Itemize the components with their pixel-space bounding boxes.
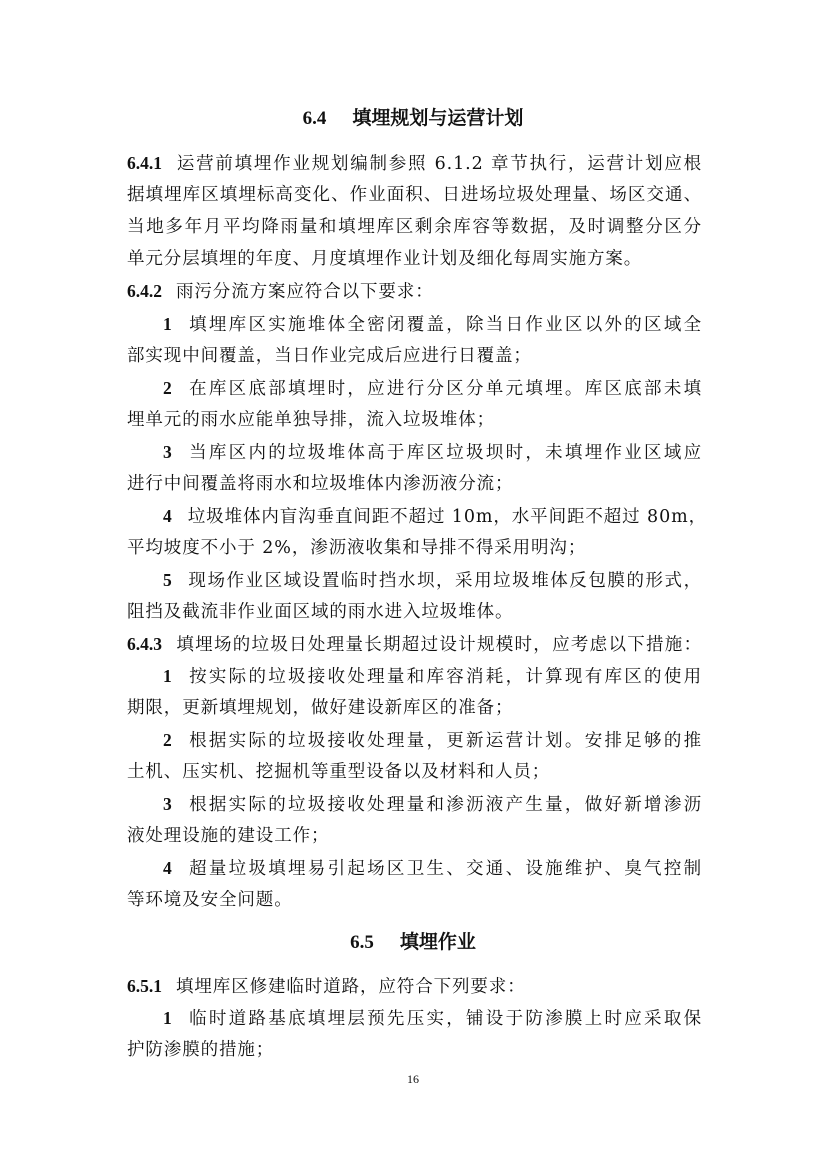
clause-number: 6.5.1 [127, 976, 162, 996]
list-item-continuation: 护防渗膜的措施； [127, 1040, 275, 1060]
list-item-first-line [163, 504, 707, 529]
item-text: 垃圾堆体内盲沟垂直间距不超过 10m，水平间距不超过 80m， [187, 507, 707, 527]
list-item-continuation: 阻挡及截流非作业面区域的雨水进入垃圾堆体。 [127, 602, 514, 622]
list-item-continuation: 进行中间覆盖将雨水和垃圾堆体内渗沥液分流； [127, 474, 514, 494]
item-text: 根据实际的垃圾接收处理量，更新运营计划。安排足够的推 [187, 731, 702, 751]
list-item-first-line [163, 440, 702, 465]
list-item-first-line [163, 728, 702, 753]
list-item-first-line [163, 792, 702, 817]
clause-6-5-1-intro [127, 974, 702, 999]
list-item-continuation: 埋单元的雨水应能单独导排，流入垃圾堆体； [127, 410, 495, 430]
item-text: 超量垃圾填埋易引起场区卫生、交通、设施维护、臭气控制 [187, 859, 702, 879]
section-title: 填埋作业 [399, 931, 476, 953]
page-number: 16 [407, 1072, 419, 1086]
list-item-first-line [163, 664, 702, 689]
item-text: 按实际的垃圾接收处理量和库容消耗，计算现有库区的使用 [187, 667, 702, 687]
clause-6-4-1-line-2: 据填埋库区填埋标高变化、作业面积、日进场垃圾处理量、场区交通、 [127, 185, 702, 205]
item-number: 3 [163, 794, 172, 814]
item-number: 4 [163, 506, 172, 526]
item-number: 2 [163, 730, 172, 750]
list-item-first-line [163, 312, 702, 337]
section-number: 6.4 [302, 108, 327, 129]
section-heading-6-4 [0, 106, 826, 131]
clause-6-4-1-line-3: 当地多年月平均降雨量和填埋库区剩余库容等数据，及时调整分区分 [127, 217, 702, 237]
item-text: 现场作业区域设置临时挡水坝，采用垃圾堆体反包膜的形式， [187, 571, 702, 591]
clause-text: 填埋库区修建临时道路，应符合下列要求： [176, 977, 526, 997]
item-text: 当库区内的垃圾堆体高于库区垃圾坝时，未填埋作业区域应 [187, 443, 702, 463]
clause-number: 6.4.1 [127, 153, 162, 173]
item-number: 3 [163, 442, 172, 462]
clause-6-4-1-line-4: 单元分层填埋的年度、月度填埋作业计划及细化每周实施方案。 [127, 249, 643, 269]
section-number: 6.5 [350, 932, 374, 953]
clause-number: 6.4.2 [127, 281, 162, 301]
section-title: 填埋规划与运营计划 [352, 107, 524, 129]
section-heading-6-5 [0, 930, 826, 955]
clause-text: 填埋场的垃圾日处理量长期超过设计规模时，应考虑以下措施： [176, 635, 702, 655]
item-text: 填埋库区实施堆体全密闭覆盖，除当日作业区以外的区域全 [187, 315, 702, 335]
list-item-continuation: 部实现中间覆盖，当日作业完成后应进行日覆盖； [127, 346, 532, 366]
list-item-continuation: 平均坡度不小于 2%，渗沥液收集和导排不得采用明沟； [127, 538, 587, 558]
clause-6-4-2-intro [127, 279, 702, 304]
list-item-first-line [163, 856, 702, 881]
item-number: 1 [163, 314, 172, 334]
clause-text: 运营前填埋作业规划编制参照 6.1.2 章节执行，运营计划应根 [176, 154, 702, 174]
item-number: 4 [163, 858, 172, 878]
item-text: 根据实际的垃圾接收处理量和渗沥液产生量，做好新增渗沥 [187, 795, 702, 815]
item-text: 在库区底部填埋时，应进行分区分单元填埋。库区底部未填 [187, 379, 702, 399]
list-item-first-line [163, 376, 702, 401]
item-number: 1 [163, 1008, 172, 1028]
item-text: 临时道路基底填埋层预先压实，铺设于防渗膜上时应采取保 [187, 1009, 702, 1029]
item-number: 5 [163, 570, 172, 590]
list-item-continuation: 等环境及安全问题。 [127, 890, 293, 910]
clause-6-4-3-intro [127, 632, 702, 657]
list-item-continuation: 期限，更新填埋规划，做好建设新库区的准备； [127, 698, 514, 718]
list-item-continuation: 液处理设施的建设工作； [127, 826, 330, 846]
clause-text: 雨污分流方案应符合以下要求： [176, 282, 434, 302]
clause-number: 6.4.3 [127, 634, 162, 654]
item-number: 1 [163, 666, 172, 686]
list-item-first-line [163, 568, 702, 593]
item-number: 2 [163, 378, 172, 398]
clause-6-4-1-line-1 [127, 151, 702, 176]
list-item-continuation: 土机、压实机、挖掘机等重型设备以及材料和人员； [127, 762, 551, 782]
list-item-first-line [163, 1006, 702, 1031]
